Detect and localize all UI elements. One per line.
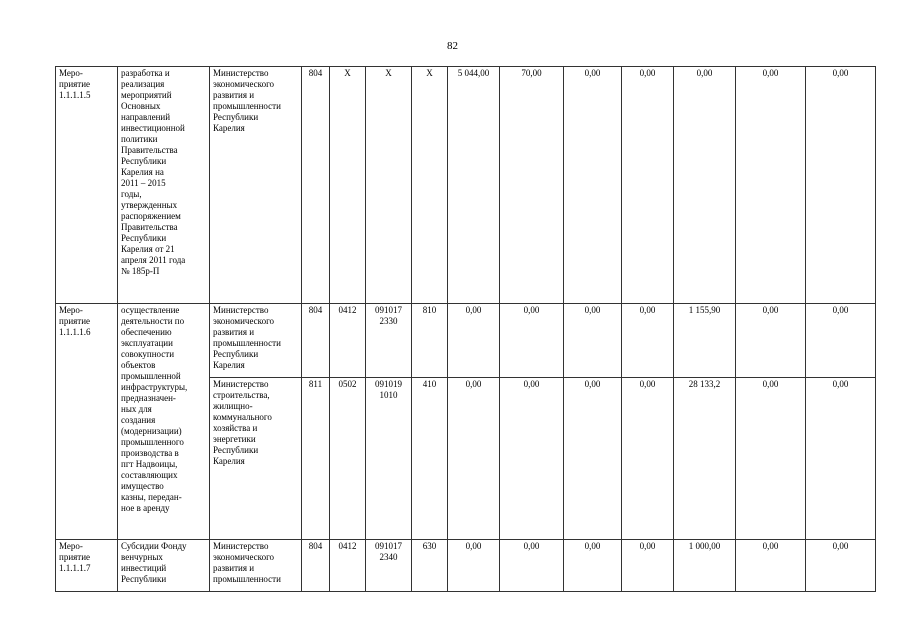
grbs-cell: 804 <box>302 67 330 304</box>
value-cell: 0,00 <box>806 378 876 540</box>
csr-cell: Х <box>366 67 412 304</box>
executor-name: Министерство экономического развития и промышленности <box>213 541 281 584</box>
executor-cell <box>210 540 302 592</box>
value-cell: 0,00 <box>500 378 564 540</box>
rzpr-cell: Х <box>330 67 366 304</box>
value-cell: 0,00 <box>500 540 564 592</box>
value-cell: 0,00 <box>622 67 674 304</box>
value-cell: 0,00 <box>622 304 674 378</box>
value-cell: 5 044,00 <box>448 67 500 304</box>
description-cell <box>118 540 210 592</box>
measure-description: разработка и реализация мероприятий Основных направлений инвестиционной политики Правительства Республики Карелия на 2011 – 2015 годы, утвержденных распоряжением Правительства Республики Карелия от 21 апреля 2011 года № 185р-П <box>121 68 186 276</box>
program-table <box>55 66 876 592</box>
description-cell <box>118 67 210 304</box>
value-cell: 0,00 <box>736 540 806 592</box>
grbs-cell: 811 <box>302 378 330 540</box>
value-cell: 0,00 <box>622 378 674 540</box>
vr-cell: 410 <box>412 378 448 540</box>
value-cell: 0,00 <box>736 378 806 540</box>
value-cell: 1 000,00 <box>674 540 736 592</box>
value-cell: 0,00 <box>500 304 564 378</box>
csr-cell: 091017 2340 <box>366 540 412 592</box>
csr-cell: 091019 1010 <box>366 378 412 540</box>
value-cell: 0,00 <box>674 67 736 304</box>
vr-cell: Х <box>412 67 448 304</box>
measure-id-cell <box>56 67 118 304</box>
measure-description: Субсидии Фонду венчурных инвестиций Республики <box>121 541 187 584</box>
measure-id: Меро- приятие 1.1.1.1.5 <box>59 68 91 100</box>
value-cell: 0,00 <box>448 304 500 378</box>
executor-cell <box>210 378 302 540</box>
description-cell <box>118 304 210 540</box>
value-cell: 1 155,90 <box>674 304 736 378</box>
value-cell: 0,00 <box>736 67 806 304</box>
value-cell: 70,00 <box>500 67 564 304</box>
vr-cell: 630 <box>412 540 448 592</box>
value-cell: 0,00 <box>564 378 622 540</box>
value-cell: 0,00 <box>736 304 806 378</box>
executor-name: Министерство строительства, жилищно- коммунального хозяйства и энергетики Республики Карелия <box>213 379 272 466</box>
value-cell: 0,00 <box>806 67 876 304</box>
rzpr-cell: 0502 <box>330 378 366 540</box>
value-cell: 28 133,2 <box>674 378 736 540</box>
csr-cell: 091017 2330 <box>366 304 412 378</box>
measure-id-cell <box>56 304 118 540</box>
executor-cell <box>210 67 302 304</box>
executor-name: Министерство экономического развития и промышленности Республики Карелия <box>213 68 281 133</box>
measure-id: Меро- приятие 1.1.1.1.6 <box>59 305 91 337</box>
rzpr-cell: 0412 <box>330 540 366 592</box>
value-cell: 0,00 <box>448 540 500 592</box>
table-row <box>56 540 876 592</box>
value-cell: 0,00 <box>564 67 622 304</box>
value-cell: 0,00 <box>448 378 500 540</box>
value-cell: 0,00 <box>806 540 876 592</box>
table-row <box>56 304 876 378</box>
table-row <box>56 67 876 304</box>
executor-name: Министерство экономического развития и промышленности Республики Карелия <box>213 305 281 370</box>
rzpr-cell: 0412 <box>330 304 366 378</box>
grbs-cell: 804 <box>302 540 330 592</box>
grbs-cell: 804 <box>302 304 330 378</box>
measure-description: осуществление деятельности по обеспечению эксплуатации совокупности объектов промышленной инфраструктуры, предназначен- ных для создания (модернизации) промышленного производства в пгт Надвоицы, составляющих имущество казны, передан- ное в аренду <box>121 305 188 513</box>
measure-id-cell <box>56 540 118 592</box>
page-number: 82 <box>447 40 458 52</box>
value-cell: 0,00 <box>564 304 622 378</box>
measure-id: Меро- приятие 1.1.1.1.7 <box>59 541 91 573</box>
executor-cell <box>210 304 302 378</box>
value-cell: 0,00 <box>622 540 674 592</box>
value-cell: 0,00 <box>564 540 622 592</box>
vr-cell: 810 <box>412 304 448 378</box>
value-cell: 0,00 <box>806 304 876 378</box>
